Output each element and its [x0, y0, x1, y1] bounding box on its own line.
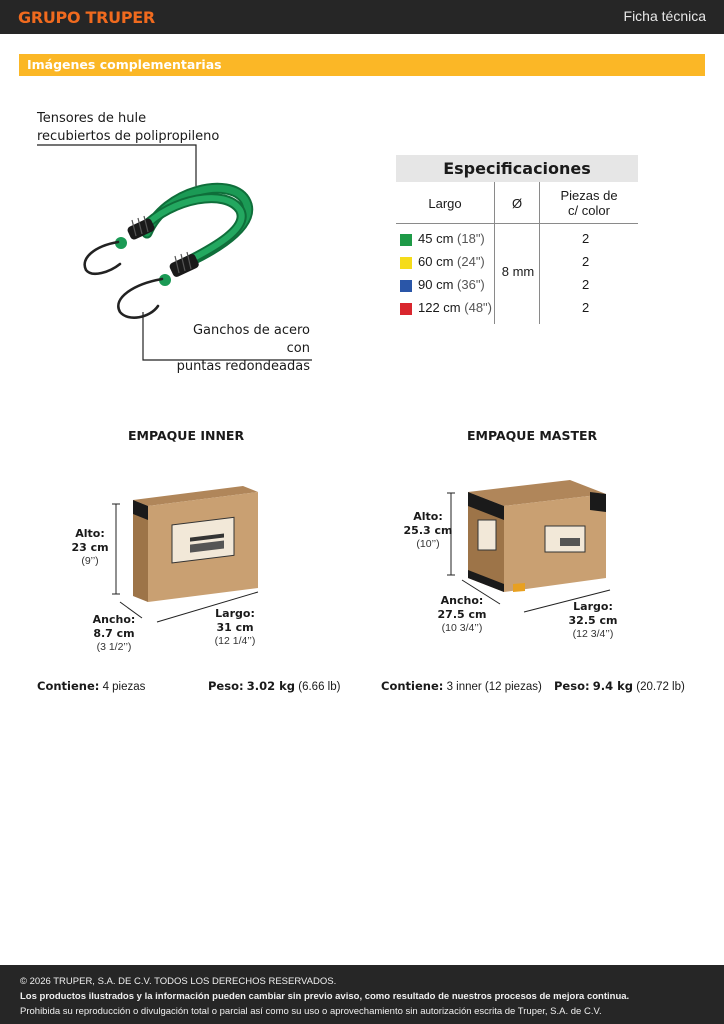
- length-imperial: (24"): [457, 254, 485, 269]
- spec-pieces: 2: [582, 277, 590, 292]
- master-weight-label: Peso:: [554, 679, 590, 693]
- master-contents-label: Contiene:: [381, 679, 444, 693]
- callout-steel-hooks-line1: Ganchos de acero con: [192, 323, 310, 356]
- reproduction-notice: Prohibida su reproducción o divulgación total o parcial así como su uso o aprovechamiento sin autorización escrita de Truper, S.A. de C.V.: [20, 1006, 602, 1017]
- master-weight: [554, 679, 685, 693]
- document-type: Ficha técnica: [623, 8, 706, 24]
- inner-height-imperial: (9’’): [81, 555, 99, 567]
- master-length-title: Largo:: [573, 600, 613, 613]
- inner-height-metric: 23 cm: [71, 541, 109, 554]
- master-height-metric: 25.3 cm: [403, 524, 453, 537]
- copyright-text: © 2026 TRUPER, S.A. DE C.V. TODOS LOS DERECHOS RESERVADOS.: [20, 976, 337, 987]
- callout-rubber-cord: [37, 110, 219, 146]
- spec-col-diameter: Ø: [511, 195, 523, 211]
- master-height-imperial: (10’’): [416, 538, 440, 550]
- inner-width-metric: 8.7 cm: [93, 627, 135, 640]
- length-metric: 122 cm: [418, 300, 461, 315]
- callout-rubber-cord-line2: recubiertos de polipropileno: [37, 129, 220, 144]
- inner-contents: [37, 679, 145, 693]
- master-width-title: Ancho:: [440, 594, 484, 607]
- master-width-label: [432, 594, 492, 635]
- master-box-drawing: [447, 480, 610, 612]
- inner-height-label: [60, 527, 120, 568]
- inner-width-title: Ancho:: [92, 613, 136, 626]
- inner-length-label: [205, 607, 265, 648]
- inner-package-title: EMPAQUE INNER: [128, 428, 245, 443]
- length-metric: 60 cm: [418, 254, 454, 269]
- callout-steel-hooks: [170, 322, 310, 376]
- spec-col-pieces-line2: c/ color: [568, 203, 610, 218]
- color-swatch: [400, 280, 412, 292]
- master-width-metric: 27.5 cm: [437, 608, 487, 621]
- length-imperial: (18"): [457, 231, 485, 246]
- callout-steel-hooks-line2: puntas redondeadas: [176, 359, 310, 374]
- color-swatch: [400, 234, 412, 246]
- spec-table-title: Especificaciones: [396, 155, 638, 182]
- inner-box-drawing: [112, 486, 258, 622]
- disclaimer-text: Los productos ilustrados y la información pueden cambiar sin previo aviso, como resultado de nuestros procesos de mejora continua.: [20, 991, 630, 1002]
- length-imperial: (48"): [464, 300, 492, 315]
- spec-table-header: [396, 182, 638, 224]
- length-metric: 90 cm: [418, 277, 454, 292]
- length-metric: 45 cm: [418, 231, 454, 246]
- inner-contents-label: Contiene:: [37, 679, 100, 693]
- specifications-table: [396, 155, 638, 224]
- spec-pieces: 2: [582, 254, 590, 269]
- color-swatch: [400, 303, 412, 315]
- brand-logo: GRUPO TRUPER: [18, 8, 155, 27]
- master-weight-value: 9.4 kg: [592, 679, 634, 693]
- spec-col-length: Largo: [428, 195, 462, 211]
- inner-length-title: Largo:: [215, 607, 255, 620]
- master-length-metric: 32.5 cm: [568, 614, 618, 627]
- master-contents: [381, 679, 542, 693]
- spec-length: [418, 277, 485, 292]
- length-imperial: (36"): [457, 277, 485, 292]
- inner-width-imperial: (3 1/2’’): [96, 641, 132, 653]
- spec-length: [418, 300, 492, 315]
- spec-length: [418, 231, 485, 246]
- inner-weight: [208, 679, 340, 693]
- inner-length-imperial: (12 1/4’’): [214, 635, 256, 647]
- inner-height-title: Alto:: [75, 527, 105, 540]
- inner-weight-imperial: (6.66 lb): [298, 681, 341, 693]
- master-length-imperial: (12 3/4’’): [572, 628, 614, 640]
- inner-width-label: [84, 613, 144, 654]
- master-package-title: EMPAQUE MASTER: [467, 428, 598, 443]
- master-width-imperial: (10 3/4’’): [441, 622, 483, 634]
- callout-rubber-cord-line1: Tensores de hule: [37, 111, 147, 126]
- spec-diameter-value: 8 mm: [501, 264, 535, 279]
- color-swatch: [400, 257, 412, 269]
- master-length-label: [563, 600, 623, 641]
- footer: [0, 965, 724, 1024]
- section-title: Imágenes complementarias: [27, 57, 222, 72]
- spec-row: [400, 229, 636, 251]
- spec-row: [400, 298, 636, 320]
- spec-length: [418, 254, 485, 269]
- master-contents-value: 3 inner (12 piezas): [446, 681, 542, 693]
- inner-weight-value: 3.02 kg: [246, 679, 296, 693]
- spec-col-pieces: [540, 182, 638, 224]
- spec-col-pieces-line1: Piezas de: [560, 188, 618, 203]
- master-weight-imperial: (20.72 lb): [636, 681, 685, 693]
- spec-pieces: 2: [582, 231, 590, 246]
- inner-length-metric: 31 cm: [216, 621, 254, 634]
- master-height-title: Alto:: [413, 510, 443, 523]
- inner-contents-value: 4 piezas: [102, 681, 146, 693]
- inner-weight-label: Peso:: [208, 679, 244, 693]
- master-height-label: [398, 510, 458, 551]
- spec-pieces: 2: [582, 300, 590, 315]
